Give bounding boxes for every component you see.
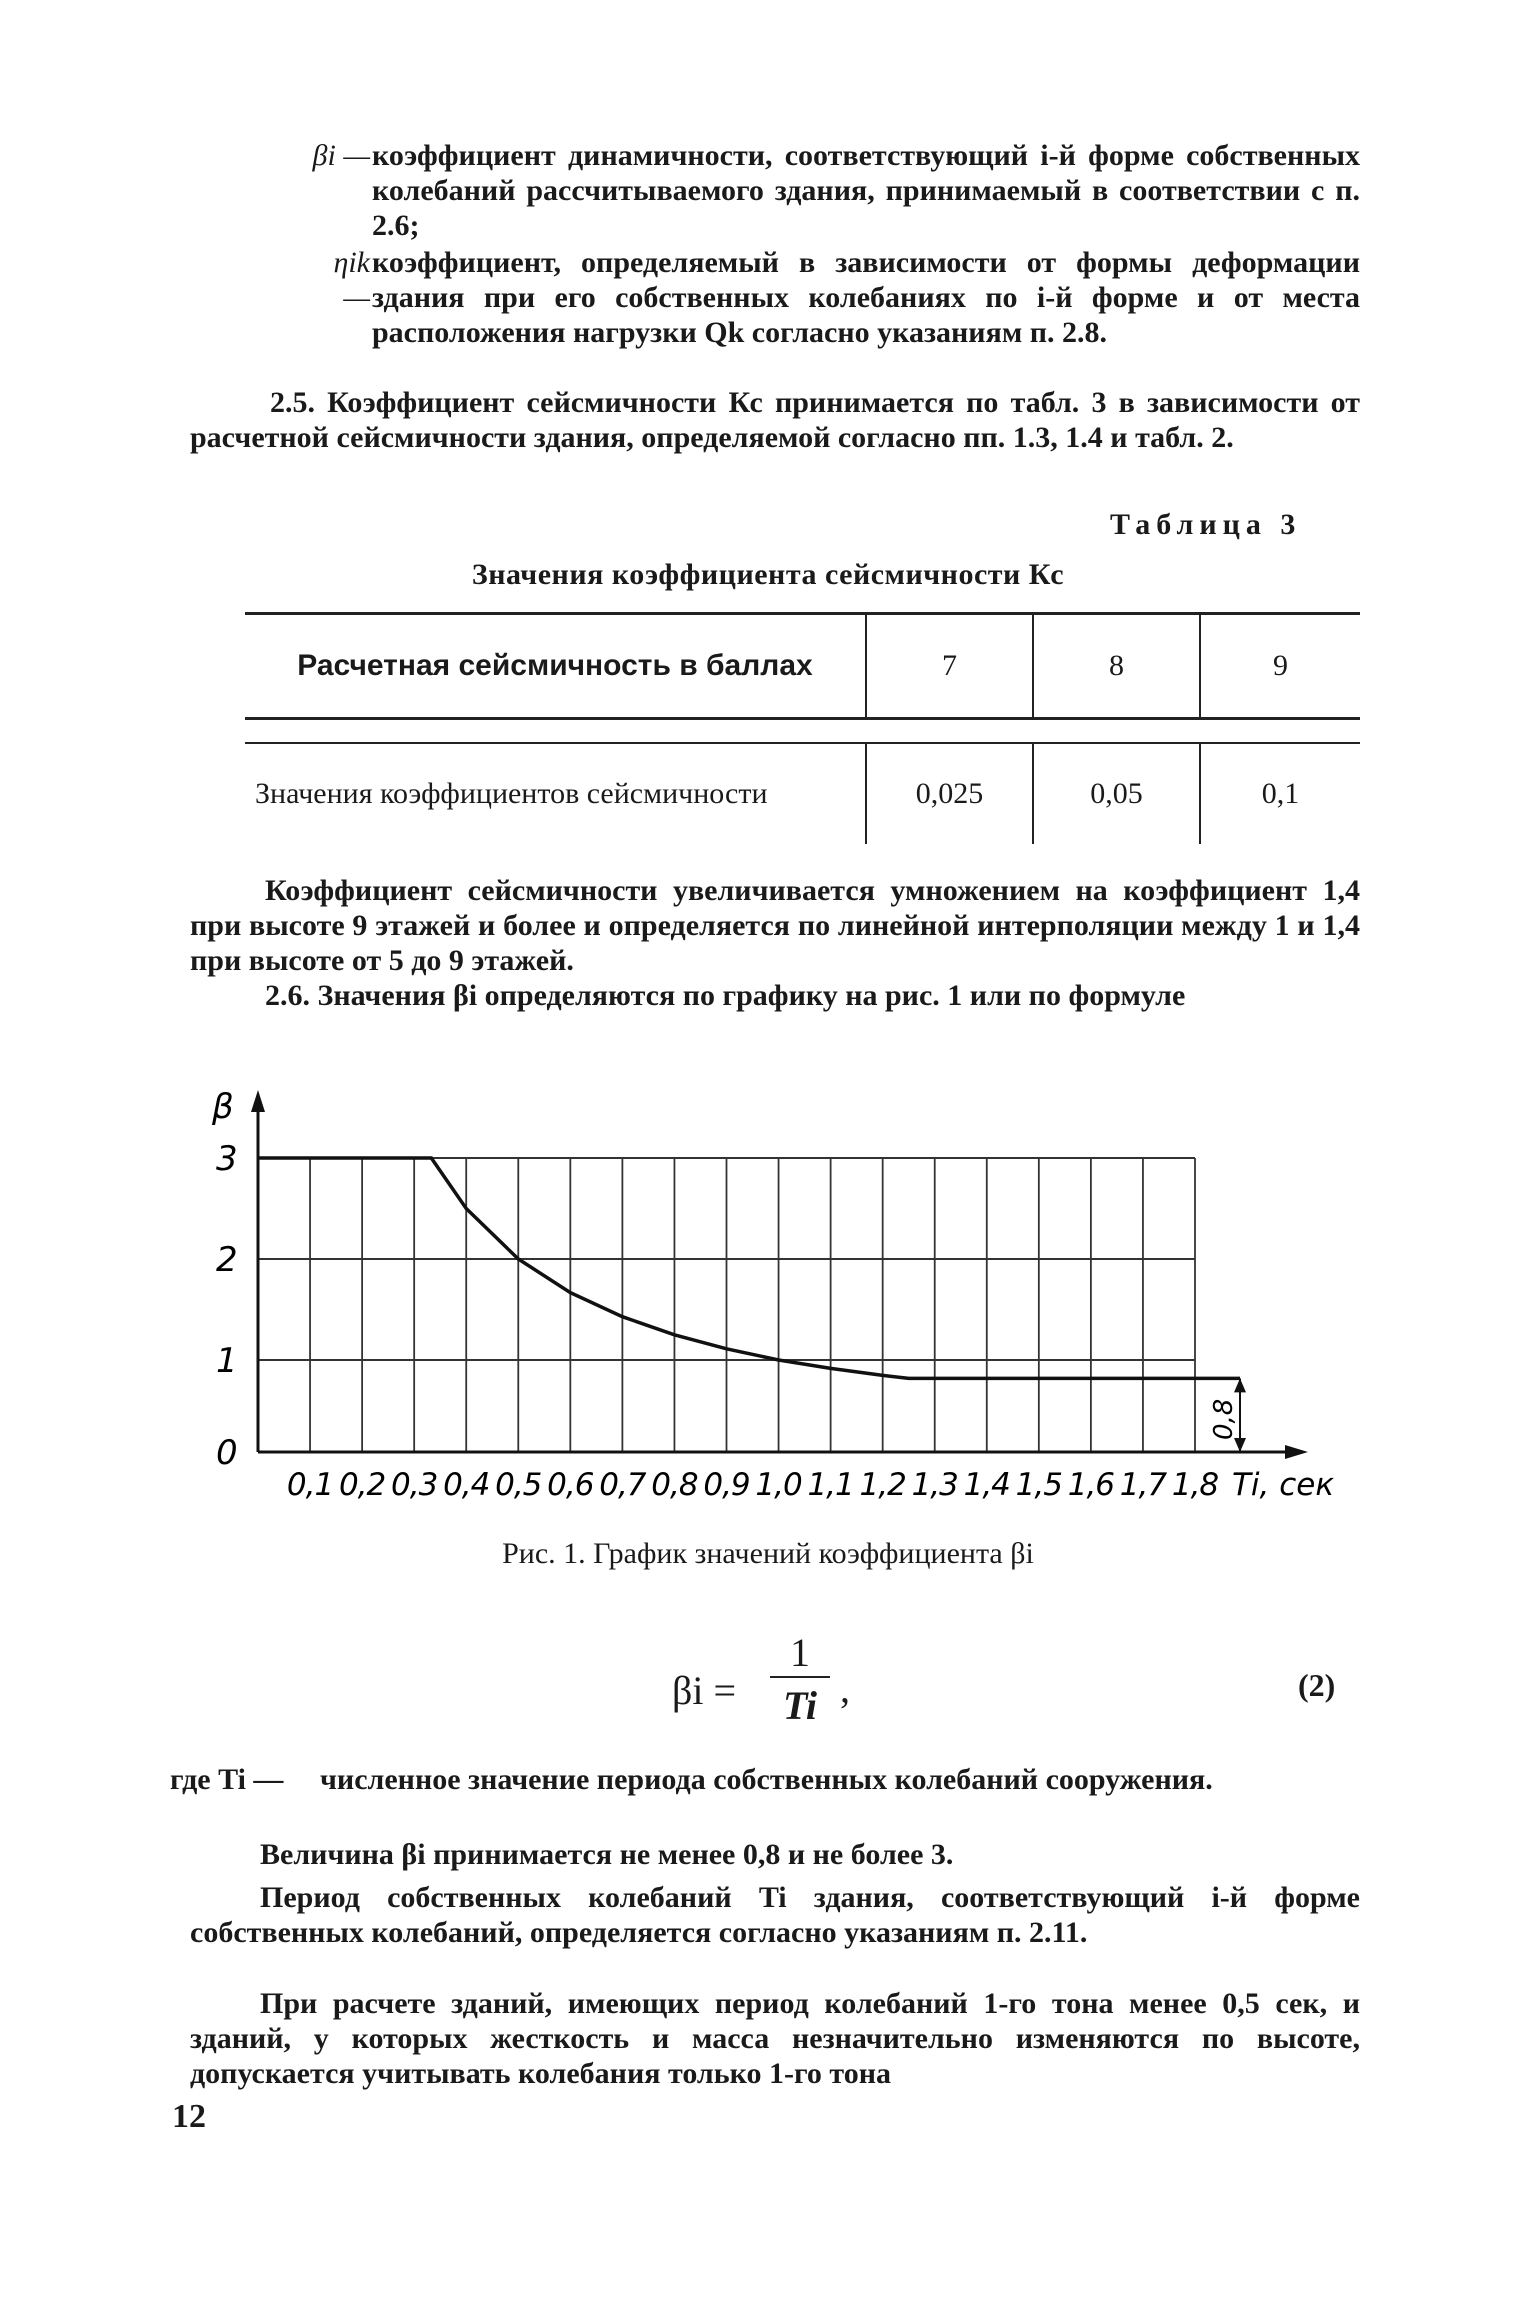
formula-lhs: βi = <box>672 1668 737 1713</box>
x-tick-label: 1,0 <box>755 1467 802 1503</box>
x-tick-label: 0,2 <box>338 1467 386 1503</box>
term-symbol: βi — <box>312 139 370 172</box>
where-label: где Ti — <box>170 1763 284 1796</box>
section-2-6: 2.6. Значения βi определяются по графику на рис. 1 или по формуле <box>265 979 1186 1012</box>
x-tick-label: 1,1 <box>807 1467 854 1503</box>
x-tick-label: 0,5 <box>495 1467 542 1503</box>
x-tick-label: 1,4 <box>963 1467 1010 1503</box>
x-tick-label: 0,6 <box>547 1467 594 1503</box>
para-increase: Коэффициент сейсмичности увеличивается умножением на коэффициент 1,4 при высоте 9 этажей и более и определяется по линейной интерполяции между 1 и 1,4 при высоте от 5 до 9 этажей. <box>190 874 1360 977</box>
y-axis-arrow <box>251 1090 265 1112</box>
y-tick-label: 3 <box>216 1139 238 1179</box>
table-cell: 7 <box>866 614 1033 719</box>
y-axis-label: β <box>212 1087 234 1127</box>
where-text: численное значение периода собственных колебаний сооружения. <box>320 1763 1213 1796</box>
table-row-header: Значения коэффициентов сейсмичности <box>245 743 866 844</box>
chart-axes <box>251 1090 1308 1459</box>
x-tick-label: 1,6 <box>1067 1467 1115 1503</box>
y-tick-label: 1 <box>216 1341 238 1381</box>
formula-comma: , <box>840 1666 850 1711</box>
x-axis-label: Ti, сек <box>1232 1467 1335 1503</box>
section-2-5: 2.5. Коэффициент сейсмичности Кс принимается по табл. 3 в зависимости от расчетной сейсмичности здания, определяемой согласно пп. 1.3, 1.4 и табл. 2. <box>190 386 1360 454</box>
x-tick-label: 0,1 <box>286 1467 334 1503</box>
figure-caption: Рис. 1. График значений коэффициента βi <box>502 1537 1034 1570</box>
page-number: 12 <box>172 2098 206 2135</box>
x-tick-label: 1,2 <box>859 1467 906 1503</box>
x-tick-label: 0,9 <box>703 1467 750 1503</box>
x-tick-label: 1,8 <box>1171 1467 1219 1503</box>
y-tick-label: 2 <box>216 1240 238 1280</box>
x-tick-label: 1,3 <box>911 1467 958 1503</box>
chart-grid <box>258 1158 1195 1452</box>
term-symbol: ηik — <box>333 246 370 314</box>
formula-denominator: Ti <box>782 1683 818 1728</box>
formula-number: (2) <box>1298 1667 1336 1703</box>
formula-numerator: 1 <box>770 1630 830 1678</box>
table-title: Значения коэффициента сейсмичности Кс <box>471 558 1065 591</box>
table-cell: 0,025 <box>866 743 1033 844</box>
annotation-arrow-top <box>1234 1378 1246 1392</box>
chart-series <box>258 1158 1240 1378</box>
table-cell: 0,05 <box>1033 743 1200 844</box>
table-cell: 8 <box>1033 614 1200 719</box>
x-tick-label: 1,5 <box>1015 1467 1062 1503</box>
annotation-label: 0,8 <box>1209 1398 1239 1440</box>
para-limits: Величина βi принимается не менее 0,8 и не более 3. <box>260 1838 954 1871</box>
y-tick-label: 0 <box>216 1433 238 1473</box>
para-calc: При расчете зданий, имеющих период колебаний 1-го тона менее 0,5 сек, и зданий, у которых жесткость и масса незначительно изменяются по высоте, допускается учитывать колебания только 1-го тона <box>190 1987 1360 2090</box>
x-tick-label: 1,7 <box>1119 1467 1167 1503</box>
x-tick-label: 0,4 <box>443 1467 490 1503</box>
term-text: коэффициент динамичности, соответствующий i-й форме собственных колебаний рассчитываемого здания, принимаемый в соответствии с п. 2.6; <box>372 139 1360 242</box>
x-tick-label: 0,3 <box>391 1467 438 1503</box>
table-cell: 0,1 <box>1261 777 1300 810</box>
table-label: Таблица 3 <box>1110 508 1302 541</box>
para-period: Период собственных колебаний Ti здания, соответствующий i-й форме собственных колебаний, определяется согласно указаниям п. 2.11. <box>190 1881 1360 1949</box>
table-cell: 9 <box>1273 649 1288 682</box>
table-row-header: Расчетная сейсмичность в баллах <box>245 614 866 719</box>
x-tick-label: 0,8 <box>651 1467 698 1503</box>
term-text: коэффициент, определяемый в зависимости от формы деформации здания при его собственных колебаниях по i-й форме и от места расположения нагрузки Qk согласно указаниям п. 2.8. <box>372 246 1360 349</box>
chart-labels <box>211 1087 1334 1503</box>
x-tick-label: 0,7 <box>599 1467 646 1503</box>
x-axis-arrow <box>1285 1445 1308 1459</box>
